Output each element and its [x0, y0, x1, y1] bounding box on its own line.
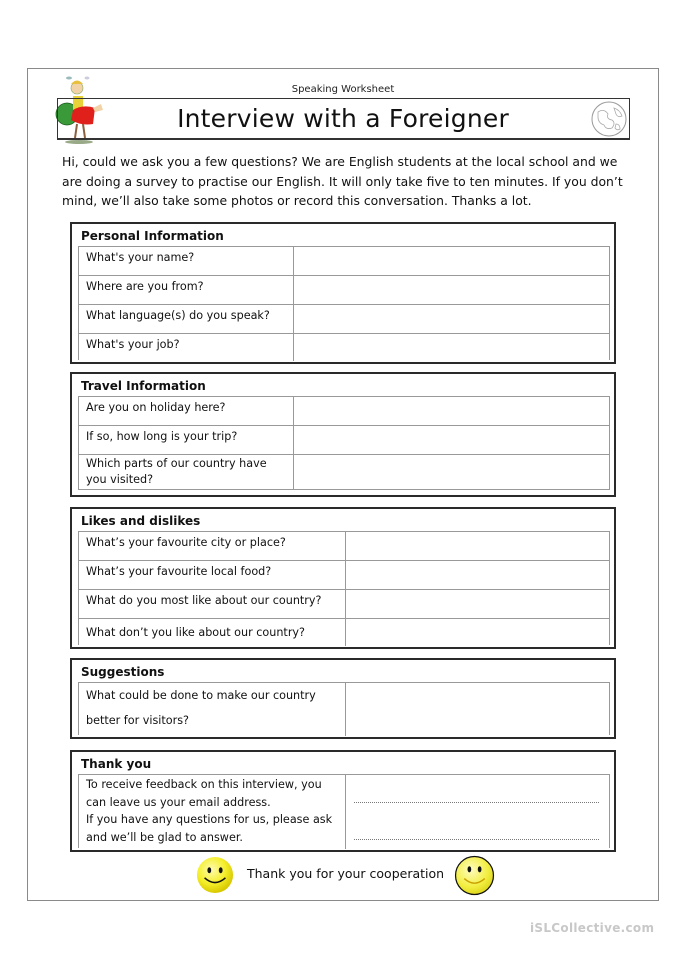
answer-field[interactable]: [346, 532, 609, 560]
table-row: [79, 397, 609, 426]
table-row: [79, 590, 609, 619]
question-label: What’s your favourite local food?: [79, 561, 346, 589]
intro-paragraph: Hi, could we ask you a few questions? We are English students at the local school and we are doing a survey to practise our English. It will only take five to ten minutes. If you don’t mind, we’ll also take some photos or record this conversation. Thanks a lot.: [62, 154, 623, 208]
question-table: [78, 682, 610, 735]
worksheet-subtitle: Speaking Worksheet: [291, 84, 395, 95]
text-line: and we’ll be glad to answer.: [86, 830, 243, 844]
section-title: Thank you: [81, 757, 152, 771]
table-row: [79, 455, 609, 489]
section-suggestions: [70, 658, 616, 739]
text-line: If you have any questions for us, please ask: [86, 813, 333, 826]
thank-you-message: Thank you for your cooperation: [247, 866, 445, 881]
globe-icon: [588, 98, 630, 140]
contact-answer-area: [346, 775, 609, 849]
question-label: Where are you from?: [79, 276, 294, 304]
table-row: [79, 426, 609, 455]
table-row: [79, 619, 609, 646]
question-table: [78, 246, 610, 360]
answer-field[interactable]: [346, 590, 609, 618]
table-row: [79, 683, 609, 736]
smiley-icon: [196, 856, 234, 894]
answer-field[interactable]: [294, 276, 609, 304]
question-line: What could be done to make our country: [86, 689, 316, 702]
answer-field[interactable]: [294, 455, 609, 489]
question-label: What's your name?: [79, 247, 294, 275]
question-label: What’s your favourite city or place?: [79, 532, 346, 560]
question-label: What do you most like about our country?: [79, 590, 346, 618]
answer-field[interactable]: [294, 426, 609, 454]
question-label: What language(s) do you speak?: [79, 305, 294, 333]
text-line: can leave us your email address.: [86, 795, 271, 809]
section-title: Suggestions: [81, 665, 165, 679]
table-row: [79, 532, 609, 561]
table-row: [79, 247, 609, 276]
page-title: Interview with a Foreigner: [177, 104, 509, 133]
table-row: [79, 561, 609, 590]
question-label: [79, 683, 346, 736]
table-row: [79, 276, 609, 305]
question-label: If so, how long is your trip?: [79, 426, 294, 454]
question-table: [78, 396, 610, 490]
table-row: [79, 334, 609, 361]
question-label: Are you on holiday here?: [79, 397, 294, 425]
section-personal-information: [70, 222, 616, 364]
answer-field[interactable]: [346, 561, 609, 589]
answer-field[interactable]: [294, 247, 609, 275]
answer-field[interactable]: [346, 683, 609, 736]
question-label: What don’t you like about our country?: [79, 619, 346, 646]
section-likes-dislikes: [70, 507, 616, 649]
answer-field[interactable]: [294, 334, 609, 361]
table-row: [79, 305, 609, 334]
section-thank-you: [70, 750, 616, 852]
table-row: [79, 775, 609, 849]
answer-field[interactable]: [346, 619, 609, 646]
text-line: To receive feedback on this interview, you: [86, 778, 322, 791]
question-label: Which parts of our country have you visited?: [79, 455, 294, 489]
questions-line[interactable]: [354, 839, 599, 840]
answer-field[interactable]: [294, 305, 609, 333]
question-table: [78, 531, 610, 645]
answer-field[interactable]: [294, 397, 609, 425]
watermark: iSLCollective.com: [530, 921, 655, 935]
smiley-icon: [454, 855, 495, 896]
section-travel-information: [70, 372, 616, 497]
question-label: What's your job?: [79, 334, 294, 361]
email-line[interactable]: [354, 802, 599, 803]
section-title: Likes and dislikes: [81, 514, 201, 528]
section-title: Travel Information: [81, 379, 206, 393]
thank-you-text: [79, 775, 346, 849]
contact-table: [78, 774, 610, 848]
question-line: better for visitors?: [86, 714, 189, 727]
section-title: Personal Information: [81, 229, 224, 243]
